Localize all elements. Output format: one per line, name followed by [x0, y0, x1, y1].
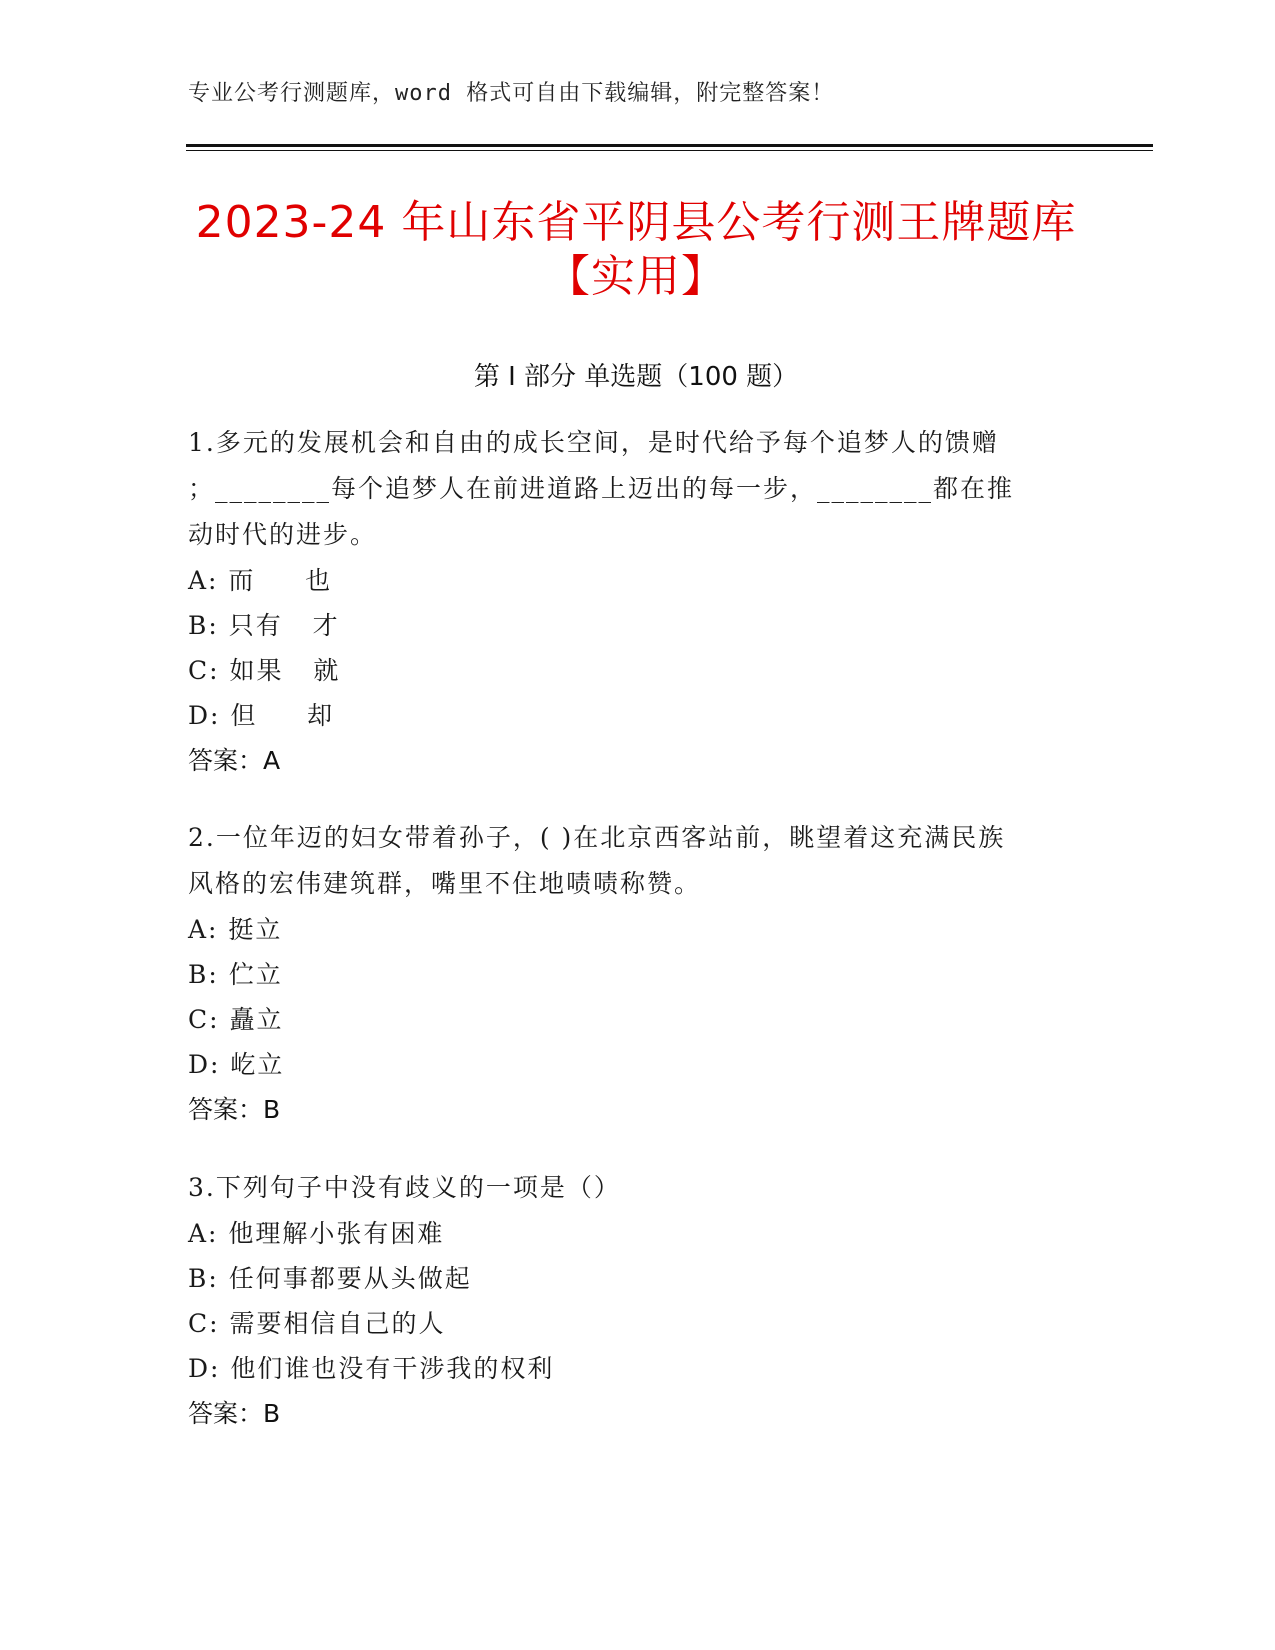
- stem-line: 动时代的进步。: [188, 520, 378, 549]
- question-3: [188, 1165, 1068, 1436]
- stem-line: 1.多元的发展机会和自由的成长空间，是时代给予每个追梦人的馈赠: [188, 428, 999, 457]
- document-title-line1: 2023-24 年山东省平阴县公考行测王牌题库: [195, 197, 1077, 248]
- option-c: C: 如果 就: [188, 656, 341, 685]
- answer: 答案：B: [188, 1095, 281, 1124]
- option-b: B: 只有 才: [188, 611, 340, 640]
- document-title-line2: 【实用】: [546, 251, 726, 302]
- stem-line: ；________每个追梦人在前进道路上迈出的每一步，________都在推: [188, 474, 1015, 503]
- question-1: [188, 420, 1068, 783]
- answer: 答案：A: [188, 746, 281, 775]
- option-b: B: 伫立: [188, 960, 283, 989]
- option-d: D: 他们谁也没有干涉我的权利: [188, 1354, 555, 1383]
- option-d: D: 屹立: [188, 1050, 285, 1079]
- question-stem: [188, 420, 1068, 558]
- header-rule-thick: [186, 144, 1153, 147]
- option-a: A: 他理解小张有困难: [188, 1219, 445, 1248]
- section-heading: 第 I 部分 单选题（100 题）: [473, 362, 799, 392]
- header-note: 专业公考行测题库，word 格式可自由下载编辑，附完整答案！: [188, 81, 835, 106]
- header-rule-thin: [186, 150, 1153, 151]
- option-b: B: 任何事都要从头做起: [188, 1264, 472, 1293]
- question-stem: [188, 815, 1068, 907]
- option-a: A: 而 也: [188, 566, 333, 595]
- stem-line: 2.一位年迈的妇女带着孙子，( )在北京西客站前，眺望着这充满民族: [188, 823, 1006, 852]
- option-c: C: 矗立: [188, 1005, 284, 1034]
- question-2: [188, 815, 1068, 1132]
- document-title: [186, 196, 1086, 304]
- stem-line: 风格的宏伟建筑群，嘴里不住地啧啧称赞。: [188, 869, 702, 898]
- option-c: C: 需要相信自己的人: [188, 1309, 446, 1338]
- answer: 答案：B: [188, 1399, 281, 1428]
- question-stem: [188, 1165, 1068, 1211]
- option-d: D: 但 却: [188, 701, 335, 730]
- option-a: A: 挺立: [188, 915, 283, 944]
- stem-line: 3.下列句子中没有歧义的一项是（）: [188, 1173, 621, 1202]
